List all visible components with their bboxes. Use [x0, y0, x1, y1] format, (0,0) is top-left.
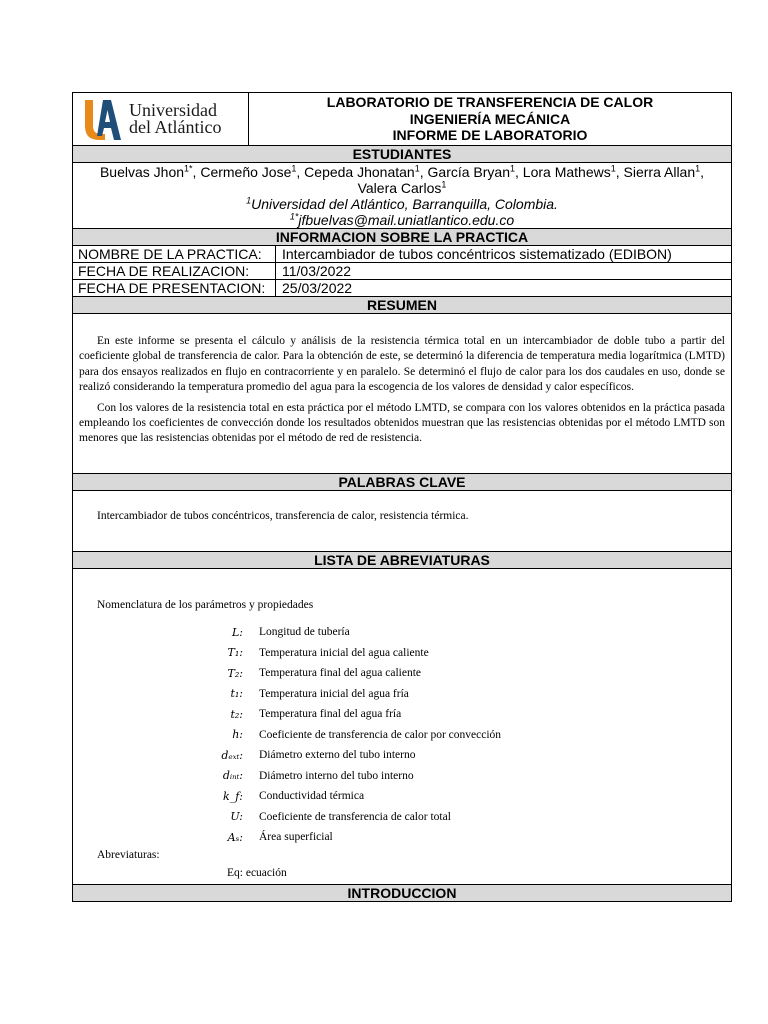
nomenclature-symbol: U:: [230, 810, 243, 824]
report-title-line: INFORME DE LABORATORIO: [392, 127, 588, 143]
nomenclature-item: [97, 663, 707, 684]
nomenclature-desc: Temperatura final del agua fría: [259, 708, 402, 721]
nomenclature-symbol: L:: [231, 625, 243, 639]
nomenclature-list: [97, 622, 707, 848]
nomenclature-item: [97, 786, 707, 807]
nomenclature-item: [97, 827, 707, 848]
nomenclature-symbol: dᵢₙₜ:: [222, 769, 243, 783]
nomenclature-desc: Coeficiente de transferencia de calor por convección: [259, 728, 502, 741]
section-heading-introduccion: INTRODUCCION: [72, 885, 732, 902]
abbreviation-eq: Eq: ecuación: [227, 866, 287, 879]
nomenclature-symbol: t₁:: [230, 687, 243, 701]
info-label: NOMBRE DE LA PRACTICA:: [73, 246, 276, 262]
email-text[interactable]: jfbuelvas@mail.uniatlantico.edu.co: [298, 212, 515, 228]
author-sup: 1*: [184, 163, 193, 174]
nomenclature-symbol: Aₛ:: [227, 830, 243, 844]
nomenclature-symbol: h:: [232, 728, 243, 742]
keywords-body: [72, 491, 732, 552]
university-logo: [73, 96, 221, 142]
resumen-paragraph: Con los valores de la resistencia total en esta práctica por el método LMTD, se compara con los valores obtenidos en la práctica pasada empleando los coeficientes de convección donde los resultados obtenidos muestran que las resistencias obtenidas por el método LMTD son menores que las resistencias obtenidas por el método de red de resistencia.: [79, 401, 725, 445]
author-name: Buelvas Jhon: [99, 164, 185, 180]
nomenclature-item: [97, 643, 707, 664]
nomenclature-item: [97, 766, 707, 787]
nomenclature-item: [97, 807, 707, 828]
nomenclature-symbol: T₁:: [227, 646, 243, 660]
author-list: Buelvas Jhon$^{1*}$, Cermeño Jose$^1$, Cepeda Jhonatan$^1$, García Bryan$^1$, Lora Mathews$^1$, Sierra Allan$^1$, Valera Carlos$^1$: [99, 163, 705, 196]
section-heading-resumen: RESUMEN: [72, 297, 732, 314]
ua-logo-mark-icon: [83, 96, 123, 142]
section-heading-palabras-clave: PALABRAS CLAVE: [72, 474, 732, 491]
nomenclature-desc: Conductividad térmica: [259, 790, 365, 803]
nomenclature-desc: Temperatura inicial del agua caliente: [259, 646, 429, 659]
nomenclature-symbol: T₂:: [227, 666, 243, 680]
affiliation: [83, 196, 721, 212]
section-heading-abreviaturas: LISTA DE ABREVIATURAS: [72, 552, 732, 569]
resumen-paragraph: En este informe se presenta el cálculo y análisis de la resistencia térmica total en un intercambiador de doble tubo a partir del coeficiente global de transferencia de calor. Para la obtención de este, se determinó la diferencia de temperatura media logarítmica (LMTD) para dos ensayos realizados en flujo en contracorriente y en paralelo. Se determinó el flujo de calor para los dos caudales en uso, donde se realizó considerando la temperatura promedio del agua para la escogencia de los valores de densidad y calor específicos.: [79, 335, 725, 394]
nomenclature-desc: Coeficiente de transferencia de calor total: [259, 810, 451, 823]
nomenclature-item: [97, 684, 707, 705]
report-document: [72, 92, 732, 902]
report-title-block: [249, 93, 731, 145]
email-sup: 1*: [289, 211, 299, 222]
nomenclature-desc: Longitud de tubería: [259, 626, 350, 639]
affiliation-text: Universidad del Atlántico, Barranquilla, Colombia.: [251, 196, 558, 212]
author-name: Cermeño Jose: [200, 164, 292, 180]
author-name: Lora Mathews: [522, 164, 611, 180]
author-sup: 1: [441, 179, 447, 190]
info-value: 11/03/2022: [282, 263, 352, 279]
nomenclature-item: [97, 622, 707, 643]
author-sup: 1: [610, 163, 616, 174]
report-title-line: INGENIERÍA MECÁNICA: [409, 110, 571, 127]
authors-block: [72, 163, 732, 229]
nomenclature-symbol: k_f:: [223, 789, 243, 803]
nomenclature-desc: Diámetro interno del tubo interno: [259, 769, 414, 782]
keywords-text: Intercambiador de tubos concéntricos, transferencia de calor, resistencia térmica.: [97, 510, 469, 522]
nomenclature-intro: Nomenclatura de los parámetros y propiedades: [97, 599, 314, 611]
nomenclature-item: [97, 725, 707, 746]
report-title-line: LABORATORIO DE TRANSFERENCIA DE CALOR: [326, 94, 654, 110]
author-sup: 1: [695, 163, 701, 174]
author-sup: 1: [414, 163, 420, 174]
logo-wordmark: [129, 102, 221, 136]
author-sup: 1: [510, 163, 516, 174]
info-row: [72, 263, 732, 280]
resumen-body: [72, 314, 732, 474]
nomenclature-item: [97, 745, 707, 766]
logo-line-1: Universidad: [129, 100, 217, 120]
info-row: [72, 280, 732, 297]
abbreviations-title: Abreviaturas:: [97, 848, 160, 861]
nomenclature-item: [97, 704, 707, 725]
author-name: Cepeda Jhonatan: [304, 164, 415, 180]
section-heading-estudiantes: ESTUDIANTES: [72, 146, 732, 163]
nomenclature-desc: Área superficial: [259, 831, 333, 844]
nomenclature-desc: Temperatura inicial del agua fría: [259, 687, 409, 700]
nomenclature-symbol: dₑₓₜ:: [221, 748, 243, 762]
nomenclature-desc: Temperatura final del agua caliente: [259, 667, 422, 680]
section-heading-informacion: INFORMACION SOBRE LA PRACTICA: [72, 229, 732, 246]
author-name: Valera Carlos: [357, 180, 442, 196]
abbreviations-body: [72, 569, 732, 885]
author-name: Sierra Allan: [623, 164, 696, 180]
logo-cell: [73, 93, 249, 145]
author-sup: 1: [291, 163, 297, 174]
info-value: 25/03/2022: [282, 280, 353, 296]
info-label: FECHA DE REALIZACION:: [73, 263, 276, 279]
nomenclature-symbol: t₂:: [230, 707, 243, 721]
contact-email: [83, 212, 721, 228]
info-row: [72, 246, 732, 263]
affiliation-sup: 1: [246, 195, 252, 206]
logo-line-2: del Atlántico: [129, 117, 222, 137]
report-header: [72, 92, 732, 146]
info-value: Intercambiador de tubos concéntricos sistematizado (EDIBON): [282, 246, 672, 262]
info-label: FECHA DE PRESENTACION:: [73, 280, 276, 296]
author-name: García Bryan: [427, 164, 510, 180]
nomenclature-desc: Diámetro externo del tubo interno: [259, 749, 416, 762]
